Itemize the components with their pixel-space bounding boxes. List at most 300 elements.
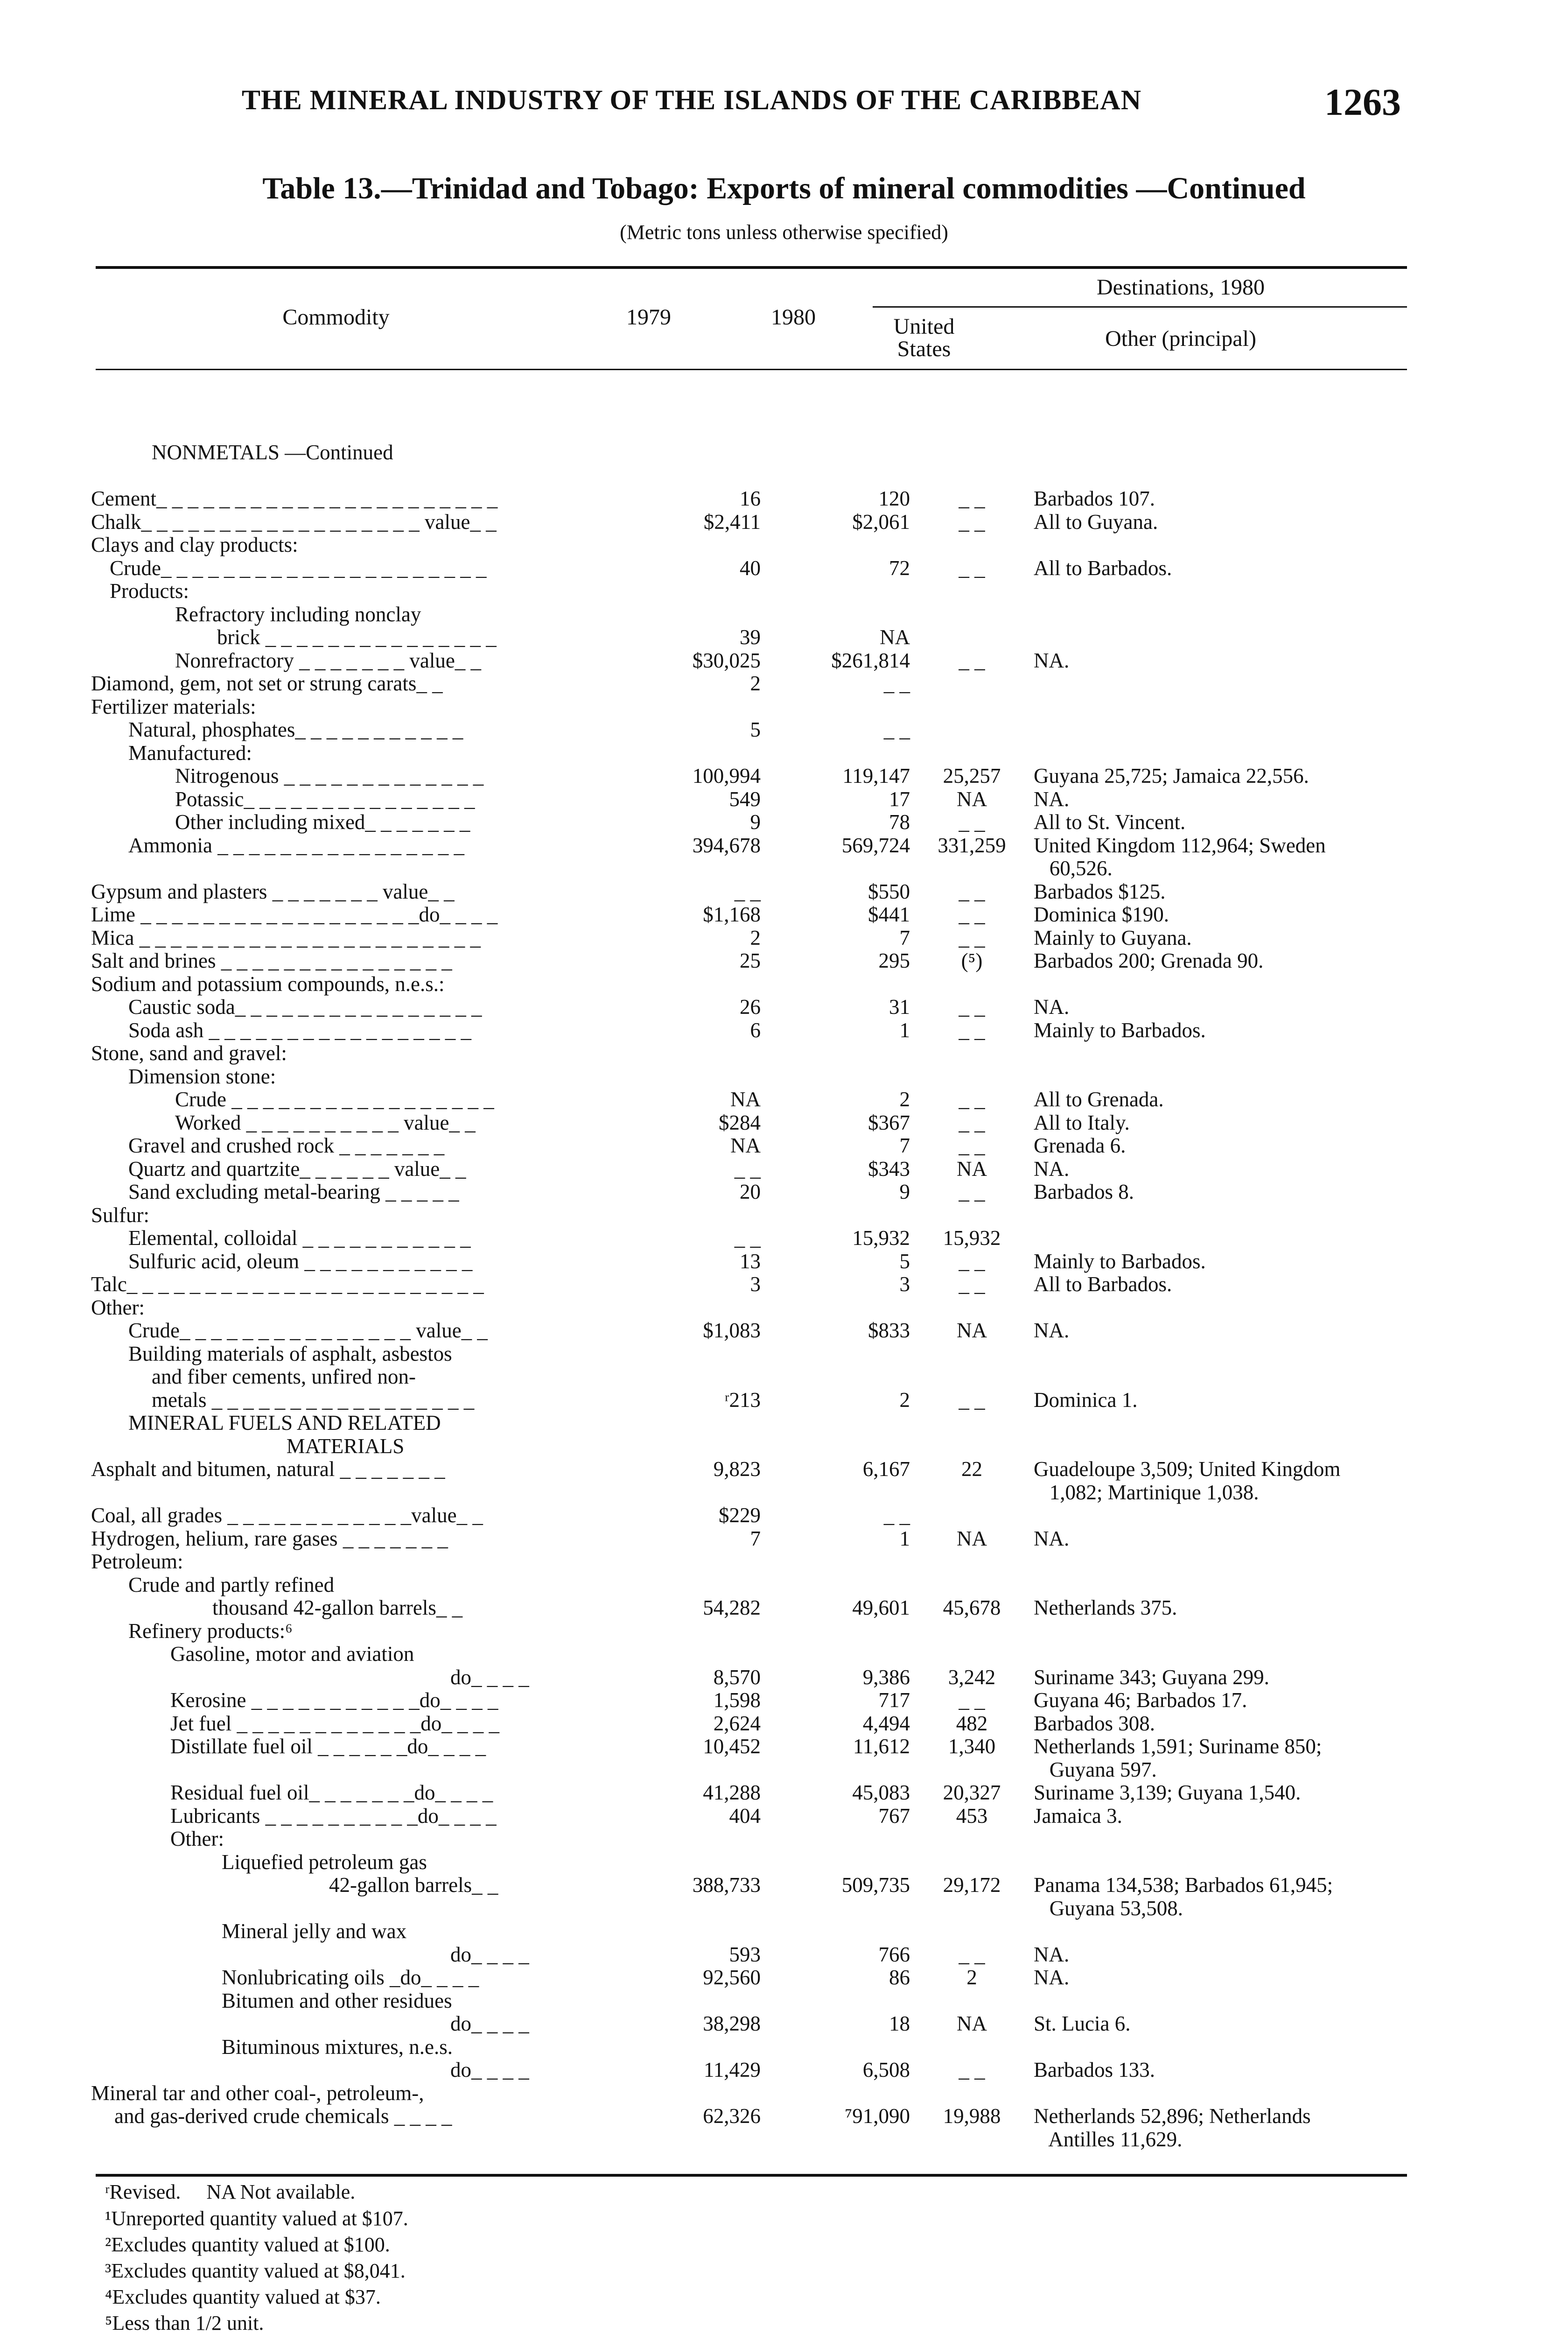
other-destination-cell [1034, 927, 1468, 950]
value-1980-cell [761, 1758, 910, 1782]
value-1980-cell [761, 1550, 910, 1574]
table-row [91, 1712, 1468, 1736]
commodity-text: Clays and clay products: [91, 533, 298, 556]
value-1980-cell [761, 1527, 910, 1551]
value-1980-cell [761, 1966, 910, 1990]
commodity-text: Potassic_ _ _ _ _ _ _ _ _ _ _ _ _ _ _ [175, 787, 475, 811]
value-1980-cell [761, 903, 910, 927]
other-destination-cell [1034, 1735, 1468, 1758]
us-destination-cell [910, 1874, 1034, 1897]
value-1980-cell [761, 973, 910, 996]
value-1979-cell [600, 903, 761, 927]
value-1980-text: $343 [868, 1157, 910, 1181]
exports-table [91, 441, 1468, 2151]
other-destination-text: All to Barbados. [1034, 1272, 1172, 1296]
commodity-text: Sulfur: [91, 1203, 150, 1227]
commodity-cell [91, 672, 600, 696]
other-destination-cell [1034, 2012, 1468, 2036]
value-1980-cell [761, 441, 910, 464]
value-1979-cell [600, 857, 761, 880]
value-1979-text: 11,429 [703, 2058, 761, 2081]
us-destination-text: _ _ [959, 1688, 985, 1712]
value-1980-cell [761, 649, 910, 673]
value-1979-cell [600, 464, 761, 488]
commodity-cell [91, 1943, 600, 1967]
other-destination-cell [1034, 1134, 1468, 1158]
value-1979-cell [600, 557, 761, 580]
commodity-text: Lime _ _ _ _ _ _ _ _ _ _ _ _ _ _ _ _ _ _do_ _ _ _ [91, 903, 498, 926]
value-1980-cell [761, 1620, 910, 1643]
commodity-text: Caustic soda_ _ _ _ _ _ _ _ _ _ _ _ _ _ _ _ [128, 995, 482, 1019]
value-1979-text: 92,560 [703, 1966, 761, 1989]
value-1980-cell [761, 1134, 910, 1158]
value-1979-cell [600, 2059, 761, 2082]
value-1980-cell [761, 1181, 910, 1204]
value-1979-cell [600, 2012, 761, 2036]
commodity-text: Chalk_ _ _ _ _ _ _ _ _ _ _ _ _ _ _ _ _ _ value_ _ [91, 510, 497, 534]
other-destination-cell [1034, 1527, 1468, 1551]
value-1980-cell [761, 2105, 910, 2128]
commodity-text: do_ _ _ _ [450, 2012, 529, 2035]
value-1980-text: 7 [899, 1134, 910, 1157]
other-destination-cell [1034, 1273, 1468, 1296]
value-1980-cell [761, 1019, 910, 1042]
value-1980-text: 1 [899, 1018, 910, 1042]
commodity-text: do_ _ _ _ [450, 1942, 529, 1966]
commodity-cell [91, 2036, 600, 2059]
other-destination-cell [1034, 1596, 1468, 1620]
us-destination-text: _ _ [959, 1111, 985, 1134]
us-destination-text: _ _ [959, 926, 985, 949]
value-1980-text: 4,494 [862, 1711, 910, 1735]
col-header-united-states: United States [893, 314, 955, 361]
value-1980-cell [761, 696, 910, 719]
value-1980-cell [761, 1389, 910, 1412]
us-destination-cell [910, 1897, 1034, 1920]
us-destination-cell [910, 973, 1034, 996]
value-1980-text: 15,932 [852, 1226, 910, 1250]
value-1980-cell [761, 1273, 910, 1296]
table-row [91, 1111, 1468, 1135]
other-destination-cell [1034, 1412, 1468, 1435]
us-destination-cell [910, 1666, 1034, 1689]
other-destination-text: Guyana 25,725; Jamaica 22,556. [1034, 764, 1309, 787]
table-row [91, 2059, 1468, 2082]
value-1979-text: 8,570 [713, 1665, 761, 1689]
us-destination-cell [910, 949, 1034, 973]
commodity-text: Bitumen and other residues [222, 1989, 452, 2012]
table-row [91, 1666, 1468, 1689]
value-1979-text: 404 [729, 1804, 761, 1828]
value-1979-text: 26 [740, 995, 761, 1019]
value-1980-cell [761, 1666, 910, 1689]
other-destination-cell [1034, 2105, 1468, 2128]
value-1979-cell [600, 441, 761, 464]
other-destination-cell [1034, 2059, 1468, 2082]
commodity-text: Nonlubricating oils _do_ _ _ _ [222, 1966, 479, 1989]
other-destination-cell [1034, 2036, 1468, 2059]
value-1979-cell [600, 1758, 761, 1782]
other-destination-cell [1034, 1088, 1468, 1111]
commodity-text: Elemental, colloidal _ _ _ _ _ _ _ _ _ _ _ [128, 1226, 471, 1250]
commodity-cell [91, 1781, 600, 1805]
table-row [91, 1227, 1468, 1250]
commodity-cell [91, 2059, 600, 2082]
other-destination-text: Barbados $125. [1034, 879, 1166, 903]
value-1980-cell [761, 1296, 910, 1320]
us-destination-cell [910, 1435, 1034, 1458]
us-destination-text: NA [957, 1157, 987, 1181]
table-row [91, 626, 1468, 649]
value-1979-cell [600, 1550, 761, 1574]
table-row [91, 696, 1468, 719]
us-destination-text: _ _ [959, 810, 985, 834]
other-destination-text: Grenada 6. [1034, 1134, 1126, 1157]
commodity-cell [91, 1897, 600, 1920]
us-destination-text: _ _ [959, 1249, 985, 1273]
value-1980-cell [761, 557, 910, 580]
value-1979-cell [600, 1943, 761, 1967]
value-1979-cell [600, 1273, 761, 1296]
table-row [91, 1805, 1468, 1828]
value-1980-text: 766 [878, 1942, 910, 1966]
commodity-cell [91, 2082, 600, 2105]
commodity-text: MATERIALS [286, 1434, 405, 1458]
value-1979-cell [600, 1805, 761, 1828]
table-row [91, 1134, 1468, 1158]
col-header-destinations: Destinations, 1980 [1097, 275, 1265, 300]
commodity-text: Lubricants _ _ _ _ _ _ _ _ _ _do_ _ _ _ [170, 1804, 497, 1828]
value-1980-cell [761, 1504, 910, 1527]
table-row [91, 1689, 1468, 1712]
us-destination-cell [910, 1596, 1034, 1620]
other-destination-cell [1034, 1620, 1468, 1643]
other-destination-cell [1034, 1758, 1468, 1782]
value-1979-text: 2,624 [713, 1711, 761, 1735]
commodity-cell [91, 765, 600, 788]
value-1979-cell [600, 1504, 761, 1527]
us-destination-cell [910, 2128, 1034, 2151]
table-row [91, 742, 1468, 765]
commodity-text: Mica _ _ _ _ _ _ _ _ _ _ _ _ _ _ _ _ _ _ _ _ _ _ [91, 926, 481, 949]
value-1980-text: $550 [868, 879, 910, 903]
commodity-text: Nitrogenous _ _ _ _ _ _ _ _ _ _ _ _ _ [175, 764, 484, 787]
value-1979-cell [600, 1527, 761, 1551]
other-destination-text: Suriname 3,139; Guyana 1,540. [1034, 1781, 1301, 1804]
value-1980-cell [761, 511, 910, 534]
commodity-cell [91, 1596, 600, 1620]
us-destination-cell [910, 834, 1034, 858]
commodity-text: Crude_ _ _ _ _ _ _ _ _ _ _ _ _ _ _ _ _ _ _ _ _ [110, 556, 487, 580]
us-destination-text: (⁵) [961, 949, 983, 972]
value-1979-text: 2 [750, 926, 761, 949]
us-destination-text: _ _ [959, 1180, 985, 1203]
footnote: ¹Unreported quantity valued at $107. [105, 2207, 408, 2230]
commodity-cell [91, 1966, 600, 1990]
value-1980-cell [761, 949, 910, 973]
value-1979-cell [600, 1666, 761, 1689]
value-1980-text: 9,386 [862, 1665, 910, 1689]
table-row [91, 1620, 1468, 1643]
commodity-text: do_ _ _ _ [450, 1665, 529, 1689]
us-destination-cell [910, 2059, 1034, 2082]
value-1979-text: $229 [719, 1504, 761, 1527]
value-1979-text: 394,678 [692, 833, 761, 857]
value-1979-text: 16 [740, 487, 761, 510]
us-destination-cell [910, 1712, 1034, 1736]
value-1979-cell [600, 1781, 761, 1805]
table-subtitle: (Metric tons unless otherwise specified) [620, 221, 948, 244]
us-destination-text: 15,932 [943, 1226, 1001, 1250]
value-1979-cell [600, 1111, 761, 1135]
other-destination-cell [1034, 1435, 1468, 1458]
table-row [91, 1296, 1468, 1320]
value-1979-cell [600, 765, 761, 788]
commodity-cell [91, 1412, 600, 1435]
table-row [91, 788, 1468, 811]
other-destination-cell [1034, 1550, 1468, 1574]
table-row [91, 1412, 1468, 1435]
table-row [91, 1158, 1468, 1181]
us-destination-cell [910, 1458, 1034, 1481]
commodity-text: Distillate fuel oil _ _ _ _ _ _do_ _ _ _ [170, 1735, 486, 1758]
other-destination-text: Mainly to Guyana. [1034, 926, 1192, 949]
commodity-text: Talc_ _ _ _ _ _ _ _ _ _ _ _ _ _ _ _ _ _ _ _ _ _ _ [91, 1272, 484, 1296]
value-1980-cell [761, 1343, 910, 1366]
other-destination-cell [1034, 973, 1468, 996]
us-destination-text: _ _ [959, 1388, 985, 1412]
value-1979-cell [600, 1689, 761, 1712]
us-destination-cell [910, 903, 1034, 927]
table-row [91, 1943, 1468, 1967]
value-1979-text: 1,598 [713, 1688, 761, 1712]
other-destination-cell [1034, 511, 1468, 534]
other-destination-text: Barbados 107. [1034, 487, 1155, 510]
table-row [91, 1851, 1468, 1874]
value-1980-cell [761, 834, 910, 858]
table-row [91, 1435, 1468, 1458]
value-1980-cell [761, 811, 910, 834]
commodity-cell [91, 834, 600, 858]
value-1980-text: 3 [899, 1272, 910, 1296]
commodity-cell [91, 603, 600, 626]
table-row [91, 1966, 1468, 1990]
commodity-cell [91, 1712, 600, 1736]
value-1980-cell [761, 1042, 910, 1065]
value-1980-text: _ _ [883, 718, 910, 741]
table-row [91, 511, 1468, 534]
us-destination-cell [910, 1319, 1034, 1343]
commodity-text: Manufactured: [128, 741, 252, 765]
commodity-cell [91, 903, 600, 927]
value-1980-cell [761, 672, 910, 696]
us-destination-cell [910, 1504, 1034, 1527]
value-1979-text: 20 [740, 1180, 761, 1203]
us-destination-cell [910, 1412, 1034, 1435]
value-1980-text: ⁷91,090 [845, 2104, 910, 2128]
us-destination-text: _ _ [959, 995, 985, 1019]
us-destination-text: NA [957, 1526, 987, 1550]
value-1980-cell [761, 603, 910, 626]
value-1979-cell [600, 1389, 761, 1412]
value-1980-cell [761, 2128, 910, 2151]
commodity-text: Crude_ _ _ _ _ _ _ _ _ _ _ _ _ _ _ value_ _ [128, 1319, 488, 1342]
value-1979-text: $30,025 [692, 648, 761, 672]
other-destination-text: Netherlands 1,591; Suriname 850; [1034, 1735, 1322, 1758]
value-1980-cell [761, 1158, 910, 1181]
value-1979-text: $1,083 [703, 1319, 761, 1342]
us-destination-text: _ _ [959, 1018, 985, 1042]
commodity-text: Natural, phosphates_ _ _ _ _ _ _ _ _ _ _ [128, 718, 463, 741]
commodity-cell [91, 1574, 600, 1597]
value-1979-cell [600, 672, 761, 696]
value-1980-text: 1 [899, 1526, 910, 1550]
value-1979-cell [600, 1851, 761, 1874]
value-1980-cell [761, 1481, 910, 1504]
commodity-cell [91, 1851, 600, 1874]
other-destination-text: NA. [1034, 1966, 1070, 1989]
us-destination-cell [910, 1990, 1034, 2013]
value-1979-cell [600, 742, 761, 765]
commodity-text: MINERAL FUELS AND RELATED [128, 1411, 441, 1434]
value-1980-text: 45,083 [852, 1781, 910, 1804]
us-destination-text: _ _ [959, 648, 985, 672]
value-1979-text: _ _ [734, 1226, 761, 1250]
commodity-text: Refractory including nonclay [175, 602, 421, 626]
value-1979-text: _ _ [734, 879, 761, 903]
commodity-cell [91, 2105, 600, 2128]
us-destination-text: _ _ [959, 556, 985, 580]
us-destination-cell [910, 1805, 1034, 1828]
other-destination-text: 60,526. [1034, 857, 1113, 880]
other-destination-cell [1034, 880, 1468, 904]
commodity-cell [91, 1689, 600, 1712]
value-1979-cell [600, 1319, 761, 1343]
commodity-text: Building materials of asphalt, asbestos [128, 1342, 452, 1365]
us-destination-text: _ _ [959, 1134, 985, 1157]
value-1980-cell [761, 1943, 910, 1967]
value-1979-text: 38,298 [703, 2012, 761, 2035]
value-1979-cell [600, 1712, 761, 1736]
value-1979-text: 100,994 [692, 764, 761, 787]
us-destination-cell [910, 1343, 1034, 1366]
value-1980-text: 569,724 [841, 833, 910, 857]
commodity-text: Quartz and quartzite_ _ _ _ _ _ value_ _ [128, 1157, 466, 1181]
other-destination-cell [1034, 1712, 1468, 1736]
us-destination-cell [910, 765, 1034, 788]
us-destination-text: 19,988 [943, 2104, 1001, 2128]
value-1979-cell [600, 1181, 761, 1204]
other-destination-cell [1034, 1343, 1468, 1366]
commodity-cell [91, 880, 600, 904]
other-destination-cell [1034, 487, 1468, 511]
value-1979-text: $1,168 [703, 903, 761, 926]
other-destination-text: All to Guyana. [1034, 510, 1158, 534]
value-1980-cell [761, 1111, 910, 1135]
other-destination-cell [1034, 1943, 1468, 1967]
commodity-cell [91, 1990, 600, 2013]
commodity-cell [91, 2012, 600, 2036]
table-row [91, 1042, 1468, 1065]
commodity-cell [91, 1481, 600, 1504]
us-destination-text: _ _ [959, 1942, 985, 1966]
other-destination-cell [1034, 557, 1468, 580]
table-title: Table 13.—Trinidad and Tobago: Exports of mineral commodities —Continued [262, 171, 1306, 205]
footnote: ²Excludes quantity valued at $100. [105, 2233, 390, 2256]
value-1980-text: NA [880, 626, 910, 649]
commodity-cell [91, 1134, 600, 1158]
value-1979-text: $284 [719, 1111, 761, 1134]
value-1979-text: ʳ213 [724, 1388, 761, 1412]
value-1979-text: 593 [729, 1942, 761, 1966]
commodity-cell [91, 1088, 600, 1111]
commodity-text: Ammonia _ _ _ _ _ _ _ _ _ _ _ _ _ _ _ _ [128, 833, 464, 857]
value-1980-cell [761, 880, 910, 904]
commodity-text: Other including mixed_ _ _ _ _ _ _ [175, 810, 470, 834]
other-destination-cell [1034, 1158, 1468, 1181]
value-1980-text: 5 [899, 1249, 910, 1273]
commodity-cell [91, 1527, 600, 1551]
value-1979-text: 10,452 [703, 1735, 761, 1758]
commodity-text: Worked _ _ _ _ _ _ _ _ _ _ value_ _ [175, 1111, 476, 1134]
commodity-cell [91, 1504, 600, 1527]
table-row [91, 441, 1468, 464]
other-destination-cell [1034, 626, 1468, 649]
us-destination-cell [910, 996, 1034, 1019]
value-1979-text: 2 [750, 672, 761, 695]
value-1980-cell [761, 464, 910, 488]
value-1980-cell [761, 742, 910, 765]
other-destination-cell [1034, 1828, 1468, 1851]
us-destination-cell [910, 1365, 1034, 1389]
table-row [91, 557, 1468, 580]
us-destination-cell [910, 1851, 1034, 1874]
us-destination-cell [910, 1181, 1034, 1204]
us-destination-cell [910, 1481, 1034, 1504]
value-1980-cell [761, 1596, 910, 1620]
running-head: THE MINERAL INDUSTRY OF THE ISLANDS OF THE CARIBBEAN [242, 84, 1142, 115]
table-row [91, 1343, 1468, 1366]
value-1980-cell [761, 1851, 910, 1874]
table-row [91, 1574, 1468, 1597]
other-destination-text: Mainly to Barbados. [1034, 1249, 1206, 1273]
commodity-text: Crude _ _ _ _ _ _ _ _ _ _ _ _ _ _ _ _ _ [175, 1088, 494, 1111]
commodity-text: Bituminous mixtures, n.e.s. [222, 2035, 453, 2059]
commodity-text: Nonrefractory _ _ _ _ _ _ _ value_ _ [175, 648, 482, 672]
other-destination-cell [1034, 1666, 1468, 1689]
us-destination-cell [910, 1943, 1034, 1967]
value-1980-text: $261,814 [831, 648, 910, 672]
commodity-text: Jet fuel _ _ _ _ _ _ _ _ _ _ _ _do_ _ _ _ [170, 1711, 499, 1735]
us-destination-cell [910, 534, 1034, 557]
other-destination-text: Guadeloupe 3,509; United Kingdom [1034, 1457, 1341, 1481]
value-1979-cell [600, 1204, 761, 1227]
us-destination-text: 22 [961, 1457, 982, 1481]
other-destination-text: NA. [1034, 1319, 1070, 1342]
table-row [91, 1643, 1468, 1666]
table-row [91, 1273, 1468, 1296]
value-1979-cell [600, 1481, 761, 1504]
table-row [91, 903, 1468, 927]
us-destination-cell [910, 1620, 1034, 1643]
value-1979-text: 7 [750, 1526, 761, 1550]
value-1980-text: 509,735 [841, 1873, 910, 1897]
us-destination-cell [910, 2082, 1034, 2105]
value-1979-cell [600, 1343, 761, 1366]
commodity-text: Soda ash _ _ _ _ _ _ _ _ _ _ _ _ _ _ _ _ _ [128, 1018, 471, 1042]
commodity-cell [91, 1828, 600, 1851]
commodity-text: Stone, sand and gravel: [91, 1041, 287, 1065]
